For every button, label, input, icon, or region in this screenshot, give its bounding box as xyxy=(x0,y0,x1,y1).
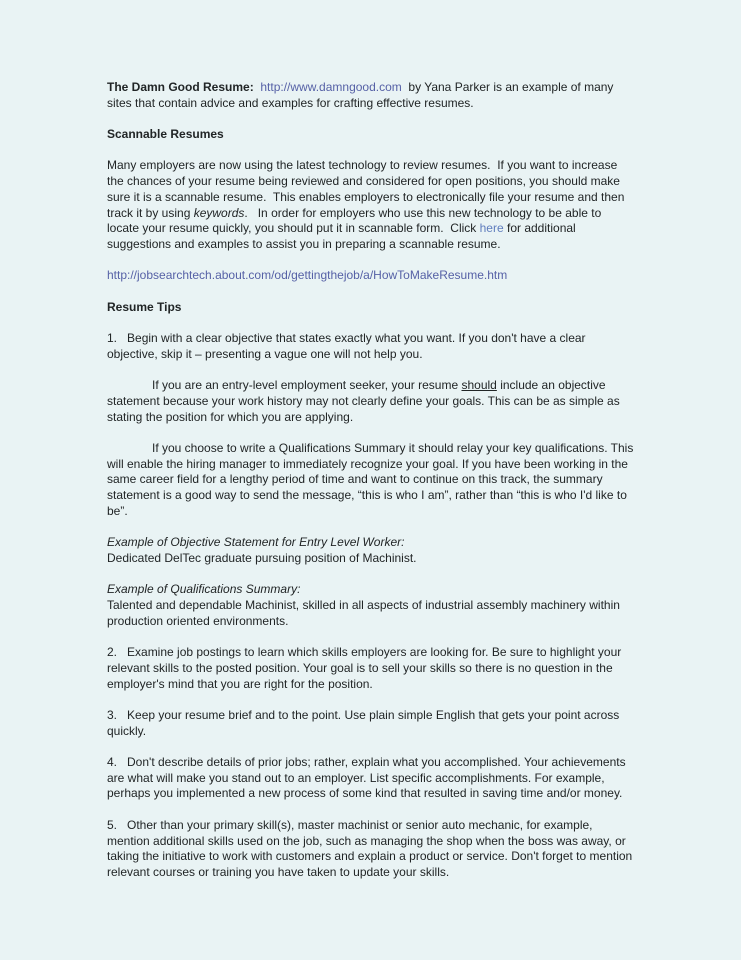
text-segment: 2. Examine job postings to learn which skills employers are looking for. Be sure to highlight your relevant skills to the posted position. Your goal is to sell your skills so there is no question in the employer's mind that you are right for the position. xyxy=(107,645,625,691)
paragraph xyxy=(107,331,636,362)
text-segment: Dedicated DelTec graduate pursuing position of Machinist. xyxy=(107,550,417,565)
paragraph xyxy=(107,708,636,739)
text-segment: Many employers are now using the latest technology to review resumes. If you want to increase the chances of your resume being reviewed and considered for open positions, you should make sure it is a scannable resume. This enables employers to electronically file your resume and then track it by using xyxy=(107,158,628,220)
hyperlink[interactable]: http://www.damngood.com xyxy=(260,80,402,94)
text-segment: Resume Tips xyxy=(107,299,182,314)
text-segment: If you choose to write a Qualifications Summary it should relay your key qualifications. This will enable the hiring manager to immediately recognize your goal. If you have been working in the same career field for a lengthy period of time and want to continue on this track, the summary statement is a good way to send the message, “this is who I am”, rather than “this is who I'd like to be”. xyxy=(107,441,637,518)
text-segment: 5. Other than your primary skill(s), master machinist or senior auto mechanic, for example, mention additional skills used on the job, such as managing the shop when the boss was away, or taking the initiative to work with customers and explain a product or service. Don't forget to mention relevant courses or training you have taken to update your skills. xyxy=(107,817,636,879)
paragraph xyxy=(107,80,636,111)
paragraph xyxy=(107,755,636,802)
paragraph xyxy=(107,582,636,629)
paragraph xyxy=(107,645,636,692)
paragraph xyxy=(107,378,636,425)
section-heading xyxy=(107,127,636,143)
paragraph xyxy=(107,818,636,881)
text-segment: Example of Objective Statement for Entry Level Worker: xyxy=(107,535,405,550)
text-segment: . In order for employers who use this new technology to be able to locate your resume quickly, you should put it in scannable form. Click xyxy=(107,205,605,236)
text-segment: Example of Qualifications Summary: xyxy=(107,582,301,597)
hyperlink[interactable]: http://jobsearchtech.about.com/od/gettingthejob/a/HowToMakeResume.htm xyxy=(107,268,508,283)
text-segment: 4. Don't describe details of prior jobs; rather, explain what you accomplished. Your achievements are what will make you stand out to an employer. List specific accomplishments. For example, perhaps you implemented a new process of some kind that resulted in saving time and/or money. xyxy=(107,755,629,801)
paragraph xyxy=(107,268,636,284)
hyperlink[interactable]: here xyxy=(479,221,504,236)
paragraph xyxy=(107,535,636,566)
text-segment: 3. Keep your resume brief and to the point. Use plain simple English that gets your point across quickly. xyxy=(107,707,623,738)
document-blocks xyxy=(107,80,636,881)
text-segment: The Damn Good Resume: xyxy=(107,80,254,94)
text-segment: Scannable Resumes xyxy=(107,127,224,142)
text-segment: Talented and dependable Machinist, skilled in all aspects of industrial assembly machinery within production oriented environments. xyxy=(107,598,624,628)
text-segment: 1. Begin with a clear objective that states exactly what you want. If you don't have a clear objective, skip it – presenting a vague one will not help you. xyxy=(107,331,589,361)
paragraph xyxy=(107,441,636,520)
text-segment: include an objective statement because your work history may not clearly define your goals. This can be as simple as stating the position for which you are applying. xyxy=(107,378,624,424)
text-segment: for additional suggestions and examples to assist you in preparing a scannable resume. xyxy=(107,221,580,251)
paragraph xyxy=(107,158,636,252)
section-heading xyxy=(107,300,636,316)
text-segment: by Yana Parker is an example of many sites that contain advice and examples for crafting effective resumes. xyxy=(107,80,617,110)
text-segment: keywords xyxy=(193,205,245,220)
text-segment: If you are an entry-level employment seeker, your resume xyxy=(152,378,462,393)
text-segment: should xyxy=(461,378,497,393)
